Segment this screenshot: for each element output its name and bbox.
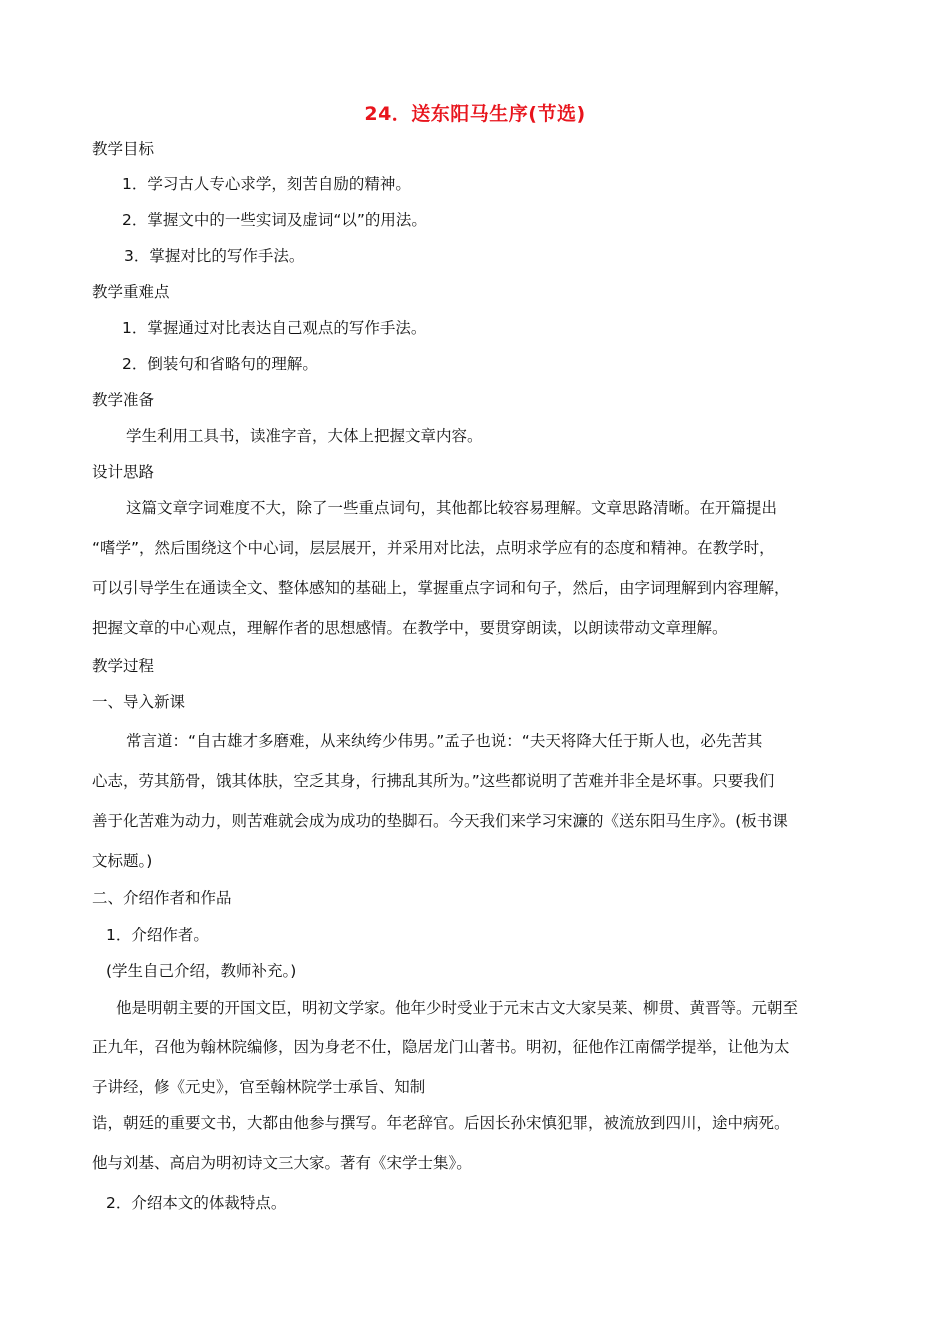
text-line-author-4: 诰，朝廷的重要文书，大都由他参与撰写。年老辞官。后因长孙宋慎犯罪，被流放到四川，途中病死。 bbox=[92, 1114, 790, 1132]
text-line-author-note: (学生自己介绍，教师补充。) bbox=[106, 962, 297, 980]
text-line-intro-2: 心志，劳其筋骨，饿其体肤，空乏其身，行拂乱其所为。”这些都说明了苦难并非全是坏事。只要我们 bbox=[92, 772, 775, 790]
text-line-goal-3: 3．掌握对比的写作手法。 bbox=[124, 247, 305, 265]
text-line-goal-1: 1．学习古人专心求学，刻苦自励的精神。 bbox=[122, 175, 411, 193]
text-line-h-prep: 教学准备 bbox=[92, 391, 155, 409]
text-line-key-1: 1．掌握通过对比表达自己观点的写作手法。 bbox=[122, 319, 427, 337]
text-line-key-2: 2．倒装句和省略句的理解。 bbox=[122, 355, 318, 373]
text-line-intro-4: 文标题。) bbox=[92, 852, 153, 870]
text-line-author-2: 正九年，召他为翰林院编修，因为身老不仕，隐居龙门山著书。明初，征他作江南儒学提举，让他为太 bbox=[92, 1038, 790, 1056]
text-line-author-1: 他是明朝主要的开国文臣，明初文学家。他年少时受业于元末古文大家吴莱、柳贯、黄晋等。元朝至 bbox=[116, 999, 799, 1017]
text-line-intro-3: 善于化苦难为动力，则苦难就会成为成功的垫脚石。今天我们来学习宋濂的《送东阳马生序》。(板书课 bbox=[92, 812, 788, 830]
text-line-h-goal: 教学目标 bbox=[92, 140, 155, 158]
text-line-design-3: 可以引导学生在通读全文、整体感知的基础上，掌握重点字词和句子，然后，由字词理解到内容理解， bbox=[92, 579, 790, 597]
text-line-sec-1: 一、导入新课 bbox=[92, 693, 186, 711]
text-line-design-4: 把握文章的中心观点，理解作者的思想感情。在教学中，要贯穿朗读，以朗读带动文章理解。 bbox=[92, 619, 728, 637]
document-title: 24．送东阳马生序(节选) bbox=[364, 103, 586, 125]
text-line-author-3: 子讲经，修《元史》，官至翰林院学士承旨、知制 bbox=[92, 1078, 426, 1096]
text-line-author-h: 1．介绍作者。 bbox=[106, 926, 209, 944]
text-line-design-1: 这篇文章字词难度不大，除了一些重点词句，其他都比较容易理解。文章思路清晰。在开篇提出 bbox=[126, 499, 778, 517]
text-line-sec-2: 二、介绍作者和作品 bbox=[92, 889, 232, 907]
text-line-h-key: 教学重难点 bbox=[92, 283, 170, 301]
text-line-design-2: “嗜学”，然后围绕这个中心词，层层展开，并采用对比法，点明求学应有的态度和精神。在教学时， bbox=[92, 539, 775, 557]
text-line-intro-1: 常言道：“自古雄才多磨难，从来纨绔少伟男。”孟子也说：“夫天将降大任于斯人也，必先苦其 bbox=[126, 732, 763, 750]
text-line-prep-1: 学生利用工具书，读准字音，大体上把握文章内容。 bbox=[126, 427, 483, 445]
text-line-goal-2: 2．掌握文中的一些实词及虚词“以”的用法。 bbox=[122, 211, 427, 229]
text-line-genre-h: 2．介绍本文的体裁特点。 bbox=[106, 1194, 287, 1212]
text-line-h-design: 设计思路 bbox=[92, 463, 155, 481]
text-line-author-5: 他与刘基、高启为明初诗文三大家。著有《宋学士集》。 bbox=[92, 1154, 472, 1172]
text-line-h-process: 教学过程 bbox=[92, 657, 155, 675]
